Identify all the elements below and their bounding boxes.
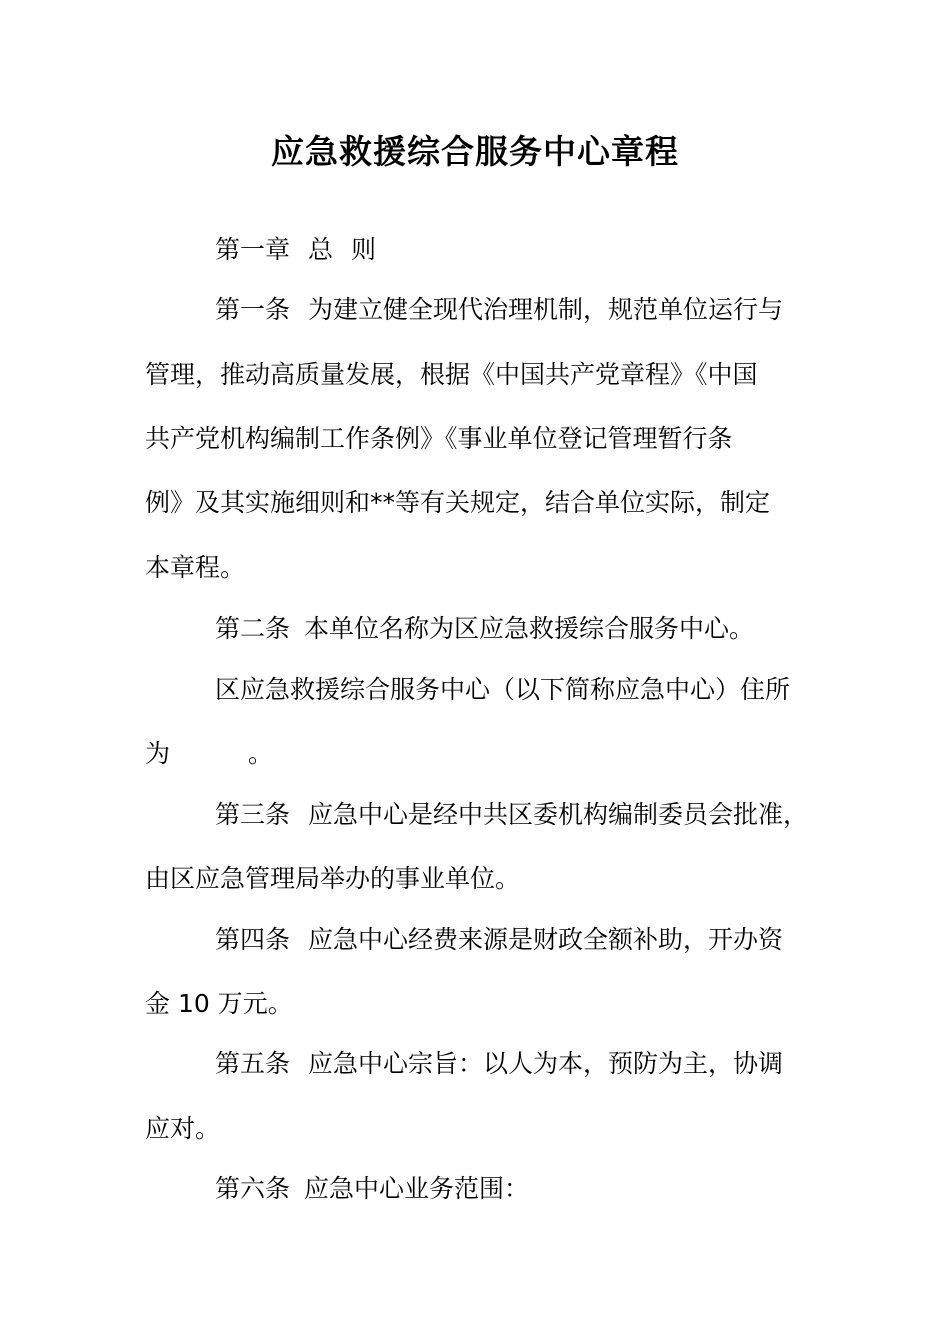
article-6-text: 应急中心业务范围： [304,1174,530,1203]
article-1-line-1 [215,292,783,328]
document-title: 应急救援综合服务中心章程 [271,132,679,171]
article-2-line-1 [215,611,754,647]
article-5-label: 第五条 [215,1049,291,1078]
article-1-line-3: 共产党机构编制工作条例》《事业单位登记管理暂行条 [145,424,733,453]
article-1-line-2: 管理，推动高质量发展，根据《中国共产党章程》《中国 [145,360,758,389]
chapter-name-second: 则 [351,235,377,264]
article-1-line-4: 例》及其实施细则和**等有关规定，结合单位实际，制定 [145,488,771,517]
chapter-label: 第一章 [215,235,291,264]
article-4-text: 应急中心经费来源是财政全额补助，开办资 [308,925,784,954]
address-prefix: 为 [145,739,171,768]
article-3-line-2: 由区应急管理局举办的事业单位。 [145,864,521,893]
article-1-label: 第一条 [215,295,291,324]
article-2-text: 本单位名称为区应急救援综合服务中心。 [304,614,755,643]
address-suffix: 。 [248,739,274,768]
chapter-heading [215,232,376,268]
chapter-name-first: 总 [308,235,334,264]
article-5-line-1 [215,1046,783,1082]
article-6-label: 第六条 [215,1174,291,1203]
article-6-line-1 [215,1171,529,1207]
article-2-address-line-1: 区应急救援综合服务中心（以下简称应急中心）住所 [215,675,791,704]
article-1-text: 为建立健全现代治理机制，规范单位运行与 [308,295,784,324]
article-5-text: 应急中心宗旨：以人为本，预防为主，协调 [308,1049,784,1078]
article-5-line-2: 应对。 [145,1114,221,1143]
article-2-address-line-2 [145,736,273,772]
article-3-text: 应急中心是经中共区委机构编制委员会批准， [308,800,809,829]
article-4-label: 第四条 [215,925,291,954]
article-4-line-1 [215,922,783,958]
article-2-label: 第二条 [215,614,291,643]
article-4-line-2: 金 10 万元。 [145,989,293,1018]
article-3-line-1 [215,797,808,833]
article-3-label: 第三条 [215,800,291,829]
article-1-line-5: 本章程。 [145,553,246,582]
